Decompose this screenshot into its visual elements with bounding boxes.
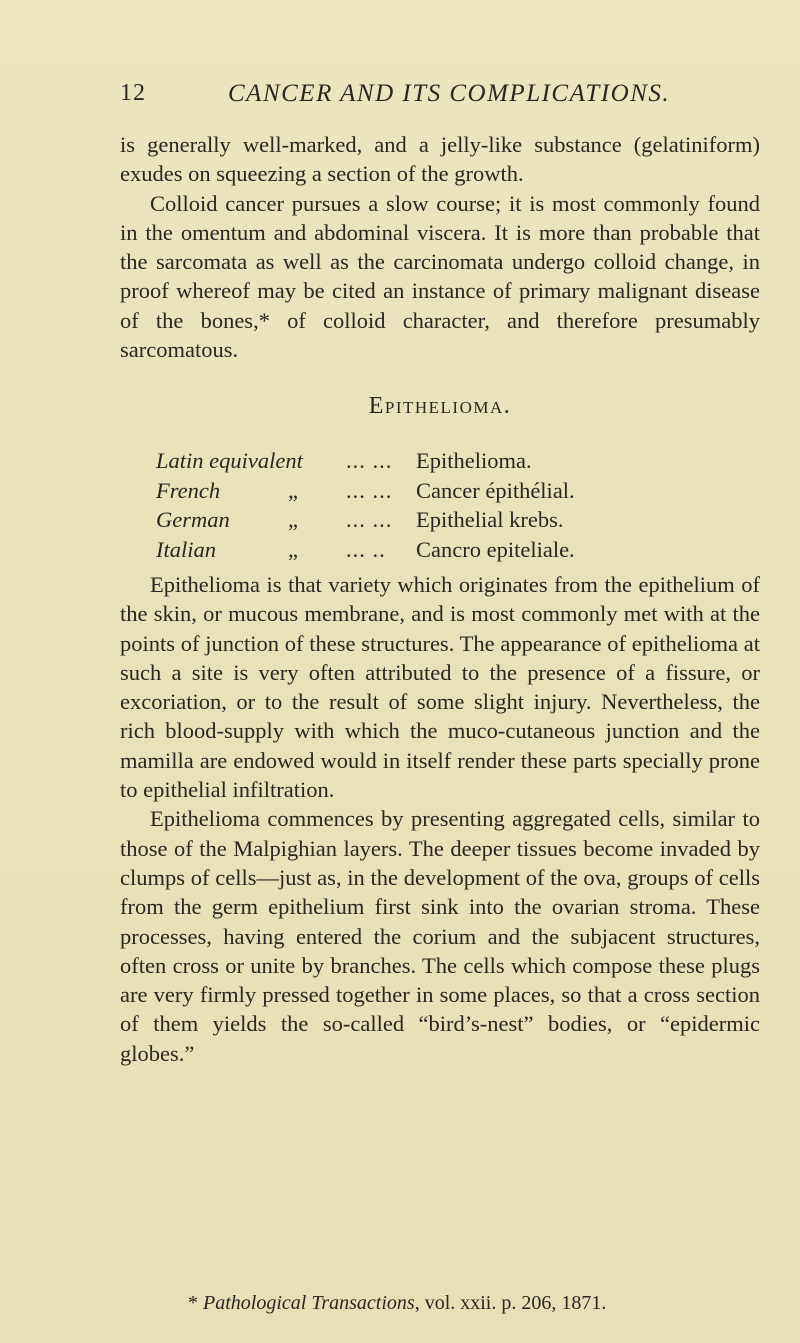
equivalent-term: Epithelial krebs. bbox=[416, 507, 564, 532]
equivalent-row bbox=[156, 507, 696, 537]
footnote bbox=[188, 1292, 606, 1315]
paragraph: Epithelioma is that variety which originates from the epithelium of the skin, or mucous membrane, and is most commonly met with at the points of junction of these structures. The appearance of epithelioma at such a site is very often attributed to the presence of a fissure, or excoriation, or to the result of some slight injury. Nevertheless, the rich blood-supply with which the muco-cutaneous junction and the mamilla are endowed would in itself render these parts specially prone to epithelial infiltration. bbox=[120, 572, 760, 803]
equivalents-table bbox=[156, 448, 696, 566]
equivalent-language: Italian bbox=[156, 536, 216, 562]
footnote-title: Pathological Transactions bbox=[203, 1292, 415, 1314]
leader-dots: ... ... bbox=[346, 448, 393, 473]
page-number: 12 bbox=[120, 80, 146, 106]
page-header bbox=[120, 80, 760, 120]
running-head: CANCER AND ITS COMPLICATIONS. bbox=[228, 80, 671, 107]
leader-dots: ... .. bbox=[346, 536, 386, 562]
equivalent-language: German bbox=[156, 507, 230, 532]
equivalent-term: Cancro epiteliale. bbox=[416, 536, 575, 562]
equivalent-language: French bbox=[156, 477, 221, 503]
leader-dots: ... ... bbox=[346, 477, 393, 503]
ditto-mark: „ bbox=[288, 536, 298, 562]
equivalent-term: Cancer épithélial. bbox=[416, 477, 575, 503]
footnote-citation: , vol. xxii. p. 206, 1871. bbox=[414, 1292, 607, 1314]
equivalent-row bbox=[156, 448, 696, 478]
paragraph: Epithelioma commences by presenting aggregated cells, similar to those of the Malpighian layers. The deeper tissues become invaded by clumps of cells—just as, in the development of the ova, groups of cells from the germ epithelium first sink into the ovarian stroma. These processes, having entered the corium and the subjacent structures, often cross or unite by branches. The cells which compose these plugs are very firmly pressed together in some places, so that a cross section of them yields the so-called “bird’s-nest” bodies, or “epidermic globes.” bbox=[120, 806, 760, 1066]
ditto-mark: „ bbox=[288, 477, 298, 503]
footnote-marker: * bbox=[188, 1292, 198, 1314]
ditto-mark: „ bbox=[288, 507, 298, 532]
leader-dots: ... ... bbox=[346, 507, 393, 532]
equivalent-row bbox=[156, 478, 696, 508]
equivalent-row bbox=[156, 537, 696, 567]
section-heading: Epithelioma. bbox=[368, 393, 512, 419]
body-text-top bbox=[120, 130, 760, 364]
paragraph: is generally well-marked, and a jelly-like substance (gelatiniform) exudes on squeezing a section of the growth. bbox=[120, 132, 760, 187]
body-text-bottom bbox=[120, 570, 760, 1068]
equivalent-term: Epithelioma. bbox=[416, 448, 532, 473]
paragraph: Colloid cancer pursues a slow course; it is most commonly found in the omentum and abdominal viscera. It is more than probable that the sarcomata as well as the carcinomata undergo colloid change, in proof whereof may be cited an instance of primary malignant disease of the bones,* of colloid character, and therefore presumably sarcomatous. bbox=[120, 190, 760, 363]
equivalent-language: Latin equivalent bbox=[156, 448, 303, 473]
